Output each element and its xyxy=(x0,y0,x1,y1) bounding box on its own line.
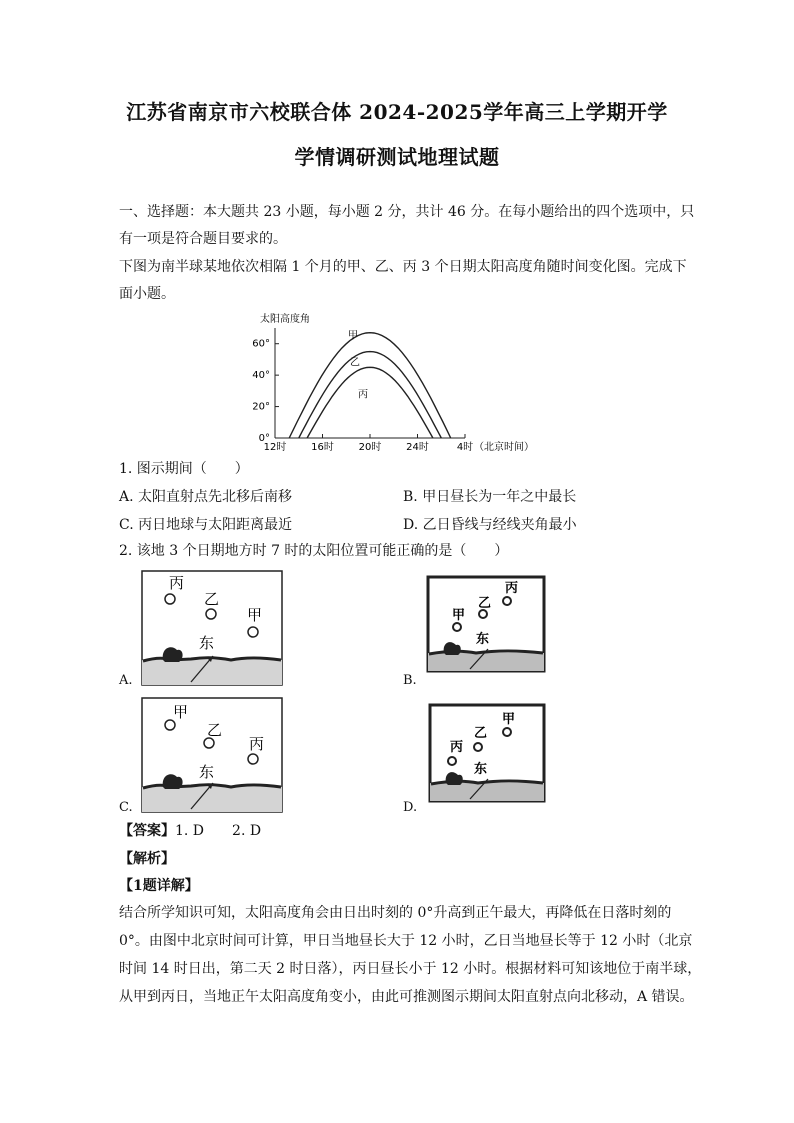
section-instruction-2: 有一项是符合题目要求的。 xyxy=(119,231,287,247)
panel-c xyxy=(141,697,283,813)
explanation-line-4: 从甲到丙日，当地正午太阳高度角变小，由此可推测图示期间太阳直射点向北移动，A 错误。 xyxy=(119,989,694,1005)
x-tick-label: 4时 xyxy=(456,442,474,453)
answer-label: 【答案】 xyxy=(119,823,175,839)
panel-c-yi: 乙 xyxy=(207,721,223,739)
panel-c-label: C. xyxy=(119,800,133,815)
series-label-丙: 丙 xyxy=(358,389,368,401)
panel-a-jia: 甲 xyxy=(247,606,263,624)
q1-option-d: D. 乙日昏线与经线夹角最小 xyxy=(403,517,577,533)
series-line-丙 xyxy=(307,367,433,438)
panel-a xyxy=(141,570,283,686)
answer-line xyxy=(119,818,679,845)
panel-a-east: 东 xyxy=(199,634,215,652)
y-tick-label: 0° xyxy=(258,433,270,444)
series-label-甲: 甲 xyxy=(348,330,358,342)
answer-text: 1. D 2. D xyxy=(175,823,262,839)
series-line-甲 xyxy=(289,333,451,438)
panel-b-jia: 甲 xyxy=(452,608,466,623)
y-tick-label: 60° xyxy=(252,338,270,350)
x-tick-label: 20时 xyxy=(358,442,382,453)
section-instruction-1: 一、选择题：本大题共 23 小题，每小题 2 分，共计 46 分。在每小题给出的四个选项中，只 xyxy=(119,204,695,220)
x-tick-label: 24时 xyxy=(406,442,429,453)
series-label-乙: 乙 xyxy=(350,357,360,369)
panel-b xyxy=(426,575,548,673)
detail-label: 【1题详解】 xyxy=(119,878,199,894)
panel-d xyxy=(428,703,548,803)
explanation-line-2: 0°。由图中北京时间可计算，甲日当地昼长大于 12 小时，乙日当地昼长等于 12 小时（北京 xyxy=(119,933,693,949)
panel-d-east: 东 xyxy=(474,762,488,777)
panel-d-jia: 甲 xyxy=(502,712,516,727)
panel-b-east: 东 xyxy=(476,632,490,647)
panel-d-label: D. xyxy=(403,800,418,815)
panel-b-bing: 丙 xyxy=(505,581,519,596)
ground xyxy=(428,653,544,671)
panel-d-yi: 乙 xyxy=(474,726,488,741)
question-stem-2: 面小题。 xyxy=(119,286,175,302)
x-tick-label: 12时 xyxy=(263,442,287,453)
explanation-line-3: 时间 14 时日出，第二天 2 时日落），丙日昼长小于 12 小时。根据材料可知该地位于南半球， xyxy=(119,961,702,977)
solar-altitude-chart xyxy=(250,308,550,458)
panel-a-label: A. xyxy=(119,673,133,688)
panel-c-bing: 丙 xyxy=(249,735,265,753)
ground xyxy=(142,787,282,812)
panel-b-yi: 乙 xyxy=(478,596,492,611)
panel-c-jia: 甲 xyxy=(173,703,189,721)
q2-stem: 2. 该地 3 个日期地方时 7 时的太阳位置可能正确的是（ ） xyxy=(119,543,509,559)
q1-option-a: A. 太阳直射点先北移后南移 xyxy=(119,489,293,505)
explanation-line-1: 结合所学知识可知，太阳高度角会由日出时刻的 0°升高到正午最大，再降低在日落时刻的 xyxy=(119,905,672,921)
q1-option-c: C. 丙日地球与太阳距离最近 xyxy=(119,517,293,533)
panel-d-bing: 丙 xyxy=(450,740,464,755)
panel-a-bing: 丙 xyxy=(169,574,185,592)
y-tick-label: 40° xyxy=(252,370,270,382)
title-line-2: 学情调研测试地理试题 xyxy=(294,145,500,169)
x-tick-label: 16时 xyxy=(311,442,334,453)
title-line-1: 江苏省南京市六校联合体 2024-2025学年高三上学期开学 xyxy=(126,100,668,124)
y-axis-label: 太阳高度角 xyxy=(260,314,310,325)
series-line-乙 xyxy=(299,352,442,438)
x-axis-label: （北京时间） xyxy=(474,442,534,453)
panel-c-east: 东 xyxy=(199,763,215,781)
panel-a-yi: 乙 xyxy=(204,590,220,608)
analysis-label: 【解析】 xyxy=(119,851,175,867)
panel-b-label: B. xyxy=(403,673,417,688)
ground xyxy=(430,783,544,801)
q1-option-b: B. 甲日昼长为一年之中最长 xyxy=(403,489,577,505)
question-stem-1: 下图为南半球某地依次相隔 1 个月的甲、乙、丙 3 个日期太阳高度角随时间变化图。完成下 xyxy=(119,259,687,275)
ground xyxy=(142,660,282,685)
y-tick-label: 20° xyxy=(252,401,270,413)
q1-stem: 1. 图示期间（ ） xyxy=(119,461,249,477)
